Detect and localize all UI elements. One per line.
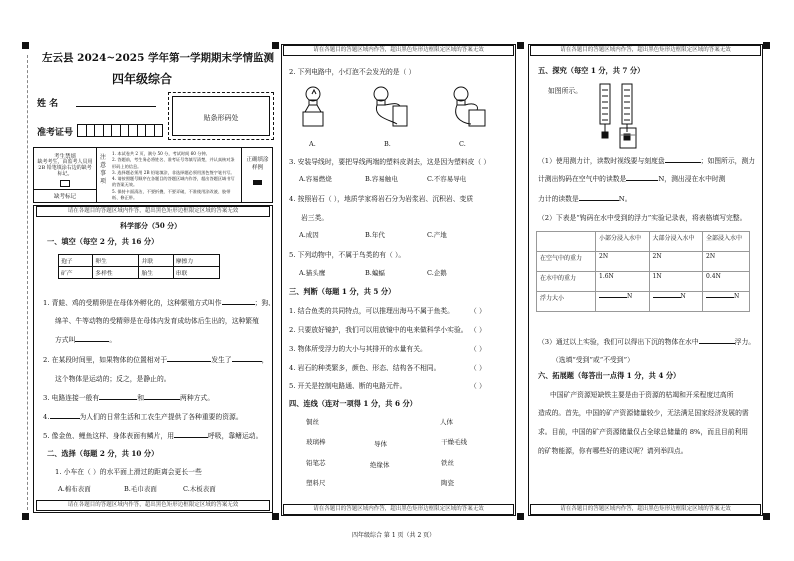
option-b[interactable]: B.年代: [365, 231, 385, 239]
exam-title: 左云县 2024~2025 学年第一学期期末学情监测: [42, 52, 275, 64]
figure-caption: 如图所示。: [548, 87, 582, 95]
panel-header: 请在各题目的答题区域内作答，超出黑色矩形边框限定区域的答案无效: [283, 45, 514, 56]
note-item: 2. 答题前，考生务必将姓名、准考证号等填写清楚，并认真核对条形码上的信息。: [112, 157, 235, 169]
page-footer: 四年级综合 第 1 页（共 2 页）: [352, 532, 436, 539]
table-cell: 0.4N: [703, 272, 750, 292]
admission-label: 准考证号: [37, 128, 74, 138]
circuit-c-figure: [454, 87, 485, 126]
word-bank-cell: 胎生: [139, 267, 173, 279]
table-cell: 在水中的重力: [537, 272, 596, 292]
answer-blank[interactable]: [174, 437, 208, 438]
table-row: [537, 252, 750, 272]
registration-mark: [272, 513, 279, 520]
connect-mid-item[interactable]: 导体: [374, 440, 387, 448]
answer-blank[interactable]: [167, 361, 211, 362]
table-cell: 1N: [649, 272, 703, 292]
section-connect-title: 四、连线（连对一项得 1 分，共 6 分）: [289, 399, 417, 408]
panel-footer: 请在各题目的答题区域内作答，超出黑色矩形边框限定区域的答案无效: [36, 500, 270, 511]
question-4: 4. 为人们的日常生活和工农生产提供了各种重要的资源。: [43, 413, 243, 421]
section-extend-title: 六、拓展题（每答出一点得 1 分，共 4 分）: [538, 371, 681, 380]
judge-item: 5. 开关是控制电路通、断的电路元件。: [289, 382, 407, 390]
table-cell: 1.6N: [596, 272, 650, 292]
table-answer-cell[interactable]: N: [596, 292, 650, 312]
table-header-cell: [537, 232, 596, 252]
table-row: [537, 292, 750, 312]
answer-blank[interactable]: [75, 341, 109, 342]
explore-q3: （3）通过以上实验，我们可以得出下沉的物体在水中 浮力。: [538, 338, 756, 346]
spring-scale-figure: [592, 80, 652, 150]
table-answer-cell[interactable]: N: [703, 292, 750, 312]
absent-checkbox[interactable]: [60, 180, 70, 187]
section-fill-title: 一、填空（每空 2 分，共 16 分）: [47, 237, 159, 246]
admission-number-boxes[interactable]: [77, 124, 163, 137]
notes-list: [112, 151, 238, 201]
answer-blank[interactable]: [232, 361, 262, 362]
word-bank-row: [59, 267, 220, 279]
explore-q1-cont: 计测出钩码在空气中的读数是 N，测出浸在水中时测: [538, 175, 726, 183]
absent-mark-label: 缺考标记: [34, 189, 96, 200]
section-explore-title: 五、探究（每空 1 分，共 7 分）: [538, 66, 645, 75]
judge-item: 3. 物体所受浮力的大小与其排开的水量有关。: [289, 345, 427, 353]
judge-answer[interactable]: （ ）: [470, 326, 486, 334]
word-bank-cell: 摩擦力: [173, 255, 219, 267]
judge-answer[interactable]: （ ）: [470, 382, 486, 390]
note-item: 5. 保持卡面清洁，不要折叠，不要弄破，不准使用涂改液、胶带纸、修正带。: [112, 188, 231, 201]
word-bank-cell: 孢子: [59, 255, 93, 267]
question-1-cont: 绵羊、牛等动物的受精卵是在母体内发育成幼体后生出的，这种繁殖: [55, 317, 259, 325]
option-c[interactable]: C.木板表面: [183, 485, 216, 493]
table-header-row: [537, 232, 750, 252]
question-choice-4-cont: 岩三类。: [301, 214, 329, 222]
word-bank-cell: 矿产: [59, 267, 93, 279]
buoyancy-table: [536, 231, 750, 312]
table-answer-cell[interactable]: N: [649, 292, 703, 312]
note-item: 1. 本试卷共 2 页，满分 50 分，考试时间 60 分钟。: [112, 151, 210, 156]
notes-label: 注意事项: [100, 154, 107, 185]
essay-line: 造成的。首先，中国的矿产资源储量较少，无法满足国家经济发展的需: [538, 409, 749, 417]
explore-q1-cont: 力计的读数是 N。: [538, 195, 632, 203]
explore-q3-hint: （选填“受到”或“不受到”）: [552, 356, 634, 364]
answer-blank[interactable]: [665, 162, 701, 163]
table-header-cell: 全部浸入水中: [703, 232, 750, 252]
word-bank-table: [58, 254, 220, 279]
barcode-area: [168, 92, 274, 140]
circuit-label-c[interactable]: C.: [459, 140, 466, 148]
question-2: 2. 在某段时间里，如果物体的位置相对于 发生了 ，: [43, 356, 269, 364]
question-choice-2: 2. 下列电路中，小灯泡不会发光的是（ ）: [289, 68, 416, 76]
judge-answer[interactable]: （ ）: [470, 364, 486, 372]
circuit-label-b[interactable]: B.: [384, 140, 391, 148]
fill-example-mark: [253, 180, 262, 185]
table-cell: 在空气中的重力: [537, 252, 596, 272]
panel-header: 请在各题目的答题区域内作答，超出黑色矩形边框限定区域的答案无效: [530, 45, 761, 56]
circuit-b-figure: [374, 87, 407, 126]
connect-left-item[interactable]: 玻璃棒: [306, 438, 326, 446]
question-choice-3: 3. 安装导线时，要把导线两端的塑料皮剥去，这是因为塑料皮（ ）: [289, 158, 491, 166]
panel-footer: 请在各题目的答题区域内作答，超出黑色矩形边框限定区域的答案无效: [283, 504, 514, 515]
registration-mark: [22, 42, 29, 49]
option-a[interactable]: A.猫头鹰: [299, 269, 326, 277]
essay-line: 的矿物能源，你有哪些好的建议呢？请列举四点。: [538, 447, 688, 455]
judge-item: 4. 岩石的种类繁多，颜色、形态、结构各不相同。: [289, 364, 441, 372]
name-label: 姓 名: [37, 99, 59, 109]
answer-blank[interactable]: [699, 343, 735, 344]
question-1-cont: 方式叫 。: [55, 336, 117, 344]
connect-right-item[interactable]: 陶瓷: [441, 479, 454, 487]
judge-item: 1. 结合鱼类的共同特点，可以推理出海马不属于鱼类。: [289, 307, 454, 315]
answer-blank[interactable]: [50, 418, 80, 419]
connect-right-item[interactable]: 干燥毛线: [441, 438, 467, 446]
question-3: 3. 电路连接一般有 和 两种方式。: [43, 394, 215, 402]
essay-line: 求。目前，中国的矿产资源储量仅占全球总储量的 8%，而且目前利用: [538, 428, 749, 436]
explore-q2: （2）下表是“钩码在水中受到的浮力”实验记录表，将表格填写完整。: [538, 214, 747, 222]
note-item: 3. 选择题必须用 2B 铅笔填涂，非选择题必须用黑色签字笔书写。: [112, 169, 235, 175]
circuit-diagrams: [293, 80, 503, 140]
connect-mid-item[interactable]: 绝缘体: [370, 461, 390, 469]
answer-blank[interactable]: [144, 399, 180, 400]
judge-answer[interactable]: （ ）: [470, 345, 486, 353]
explore-q1: （1）使用测力计，读数时视线要与刻度盘 ；如图所示，测力: [538, 157, 756, 165]
table-header-cell: 小部分浸入水中: [596, 232, 650, 252]
table-cell: 2N: [596, 252, 650, 272]
circuit-label-a[interactable]: A.: [309, 140, 316, 148]
answer-blank[interactable]: [626, 180, 658, 181]
connect-left-item[interactable]: 塑料尺: [306, 479, 326, 487]
barcode-label: 贴条形码处: [203, 114, 239, 122]
science-part-title: 科学部分（50 分）: [120, 221, 182, 230]
registration-mark: [22, 513, 29, 520]
word-bank-cell: 并联: [139, 255, 173, 267]
note-item: 4. 请按照题号顺序在各题目的答题区域内作答，超出答题区域书写的答案无效。: [112, 176, 235, 188]
table-cell: 2N: [703, 252, 750, 272]
judge-answer[interactable]: （ ）: [470, 307, 486, 315]
answer-blank[interactable]: [99, 399, 137, 400]
panel-footer: 请在各题目的答题区域内作答，超出黑色矩形边框限定区域的答案无效: [530, 504, 761, 515]
option-b[interactable]: B.容易触电: [365, 175, 398, 183]
notes-box: [33, 147, 273, 203]
connect-right-item[interactable]: 人体: [440, 418, 453, 426]
option-b[interactable]: B.蝙蝠: [365, 269, 385, 277]
table-row: [537, 272, 750, 292]
registration-mark: [517, 513, 524, 520]
word-bank-cell: 串联: [173, 267, 219, 279]
option-c[interactable]: C.产地: [427, 231, 447, 239]
registration-mark: [272, 42, 279, 49]
fill-example-label: 正确填涂样例: [246, 157, 269, 171]
question-choice-4: 4. 按照岩石（ ），地质学家将岩石分为岩浆岩、沉积岩、变质: [289, 195, 474, 203]
subject-title: 四年级综合: [112, 72, 173, 86]
registration-mark: [517, 42, 524, 49]
option-a[interactable]: A.成因: [299, 231, 319, 239]
word-bank-cell: 多样性: [93, 267, 139, 279]
judge-item: 2. 只要放好镜护，我们可以用放镜中的电来做科学小实验。: [289, 326, 468, 334]
connect-left-item[interactable]: 铅笔芯: [306, 459, 326, 467]
fold-line: [27, 55, 28, 510]
section-judge-title: 三、判断（每题 1 分，共 5 分）: [289, 287, 396, 296]
question-choice-5: 5. 下列动物中，不属于鸟类的有（ ）。: [289, 251, 406, 259]
option-c[interactable]: C.不容易导电: [427, 175, 467, 183]
essay-line: 中国矿产资源短缺铁主要是由于资源的枯竭和开采程度过高所: [550, 391, 734, 399]
answer-blank[interactable]: [579, 200, 619, 201]
connect-left-item[interactable]: 铜丝: [306, 418, 319, 426]
question-2-cont: 这个物体是运动的；反之，是静止的。: [55, 375, 171, 383]
registration-mark: [763, 513, 770, 520]
question-choice-1: 1. 小车在（ ）的水平面上滑过的距离会更长一些: [55, 468, 202, 476]
section-choice-title: 二、选择（每题 2 分，共 10 分）: [47, 449, 159, 458]
option-c[interactable]: C.企鹅: [427, 269, 447, 277]
connect-right-item[interactable]: 铁丝: [441, 459, 454, 467]
question-5: 5. 像金鱼、鲤鱼这样、身体表面有鳞片，用 呼吸，靠鳍运动。: [43, 432, 263, 440]
option-a[interactable]: A.容易燃烧: [299, 175, 332, 183]
word-bank-cell: 卵生: [93, 255, 139, 267]
name-field[interactable]: [76, 106, 156, 107]
table-cell: 浮力大小: [537, 292, 596, 312]
table-cell: 2N: [649, 252, 703, 272]
registration-mark: [763, 42, 770, 49]
option-a[interactable]: A.棉布表面: [58, 485, 91, 493]
answer-blank[interactable]: [222, 304, 255, 305]
student-note-title: 考生禁填: [53, 154, 76, 160]
option-b[interactable]: B.毛巾表面: [124, 485, 157, 493]
question-1: 1. 青蛙、鸡的受精卵是在母体外孵化的，这种繁殖方式叫作 ；狗、: [43, 299, 275, 307]
panel-header: 请在各题目的答题区域内作答，超出黑色矩形边框限定区域的答案无效: [36, 206, 270, 217]
table-header-cell: 大部分浸入水中: [649, 232, 703, 252]
student-note-body: 缺考考生，由监考人员用 2B 铅笔填涂右边的缺考标记。: [37, 159, 93, 177]
word-bank-row: [59, 255, 220, 267]
circuit-a-figure: [303, 87, 323, 126]
